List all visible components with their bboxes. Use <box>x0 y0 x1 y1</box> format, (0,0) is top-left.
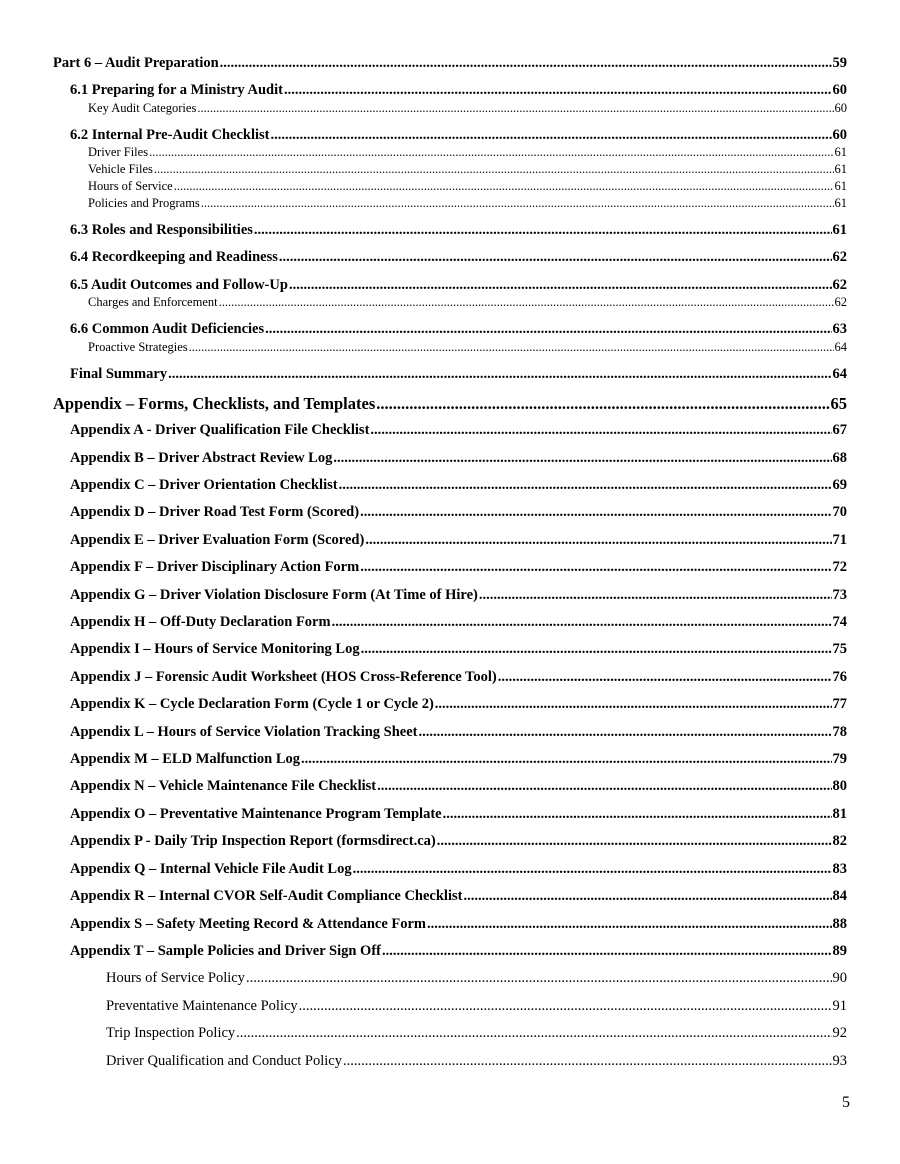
toc-entry-page: 61 <box>832 222 847 238</box>
toc-entry[interactable] <box>88 162 847 177</box>
toc-entry[interactable] <box>70 277 847 294</box>
toc-entry-title: Final Summary <box>70 366 168 382</box>
page-number: 5 <box>842 1094 850 1111</box>
toc-entry[interactable] <box>106 1053 847 1070</box>
toc-entry[interactable] <box>88 145 847 160</box>
toc-entry-title: Appendix M – ELD Malfunction Log <box>70 751 301 767</box>
toc-entry-page: 90 <box>832 970 847 986</box>
toc-entry-title: Policies and Programs <box>88 196 200 210</box>
toc-entry[interactable] <box>70 450 847 467</box>
toc-entry-page: 93 <box>832 1053 847 1069</box>
toc-entry-page: 61 <box>834 179 847 193</box>
toc-entry[interactable] <box>70 532 847 549</box>
toc-entry-page: 92 <box>832 1025 847 1041</box>
toc-entry-page: 83 <box>832 861 847 877</box>
toc-dot-leader <box>265 321 831 338</box>
toc-dot-leader <box>365 532 831 549</box>
toc-entry[interactable] <box>70 943 847 960</box>
toc-dot-leader <box>370 422 831 439</box>
toc-entry[interactable] <box>53 55 847 72</box>
toc-entry[interactable] <box>70 806 847 823</box>
toc-entry-page: 89 <box>832 943 847 959</box>
toc-entry-title: Appendix E – Driver Evaluation Form (Scored) <box>70 532 365 548</box>
toc-entry-page: 60 <box>832 127 847 143</box>
toc-entry[interactable] <box>106 1025 847 1042</box>
toc-entry-page: 76 <box>832 669 847 685</box>
toc-dot-leader <box>197 101 833 116</box>
toc-entry-page: 73 <box>832 587 847 603</box>
toc-entry-page: 70 <box>832 504 847 520</box>
toc-entry[interactable] <box>88 196 847 211</box>
toc-dot-leader <box>220 55 832 72</box>
toc-dot-leader <box>246 970 832 987</box>
toc-entry[interactable] <box>70 222 847 239</box>
toc-dot-leader <box>437 833 832 850</box>
toc-entry-page: 78 <box>832 724 847 740</box>
toc-entry-title: Appendix – Forms, Checklists, and Templates <box>53 394 376 413</box>
toc-entry[interactable] <box>70 559 847 576</box>
toc-dot-leader <box>360 504 831 521</box>
toc-entry[interactable] <box>70 751 847 768</box>
toc-entry-title: 6.5 Audit Outcomes and Follow-Up <box>70 277 288 293</box>
toc-dot-leader <box>498 669 832 686</box>
toc-entry-page: 68 <box>832 450 847 466</box>
toc-entry[interactable] <box>88 101 847 116</box>
toc-dot-leader <box>419 724 832 741</box>
toc-entry-title: Appendix S – Safety Meeting Record & Attendance Form <box>70 916 427 932</box>
toc-entry-page: 75 <box>832 641 847 657</box>
toc-entry[interactable] <box>70 778 847 795</box>
toc-dot-leader <box>154 162 834 177</box>
toc-entry-title: 6.3 Roles and Responsibilities <box>70 222 253 238</box>
toc-entry-title: Charges and Enforcement <box>88 295 218 309</box>
toc-dot-leader <box>201 196 834 211</box>
toc-entry-page: 65 <box>830 394 847 413</box>
toc-entry-title: Appendix O – Preventative Maintenance Program Template <box>70 806 442 822</box>
toc-entry[interactable] <box>70 861 847 878</box>
toc-entry-page: 81 <box>832 806 847 822</box>
toc-dot-leader <box>360 559 831 576</box>
toc-entry-page: 63 <box>832 321 847 337</box>
toc-entry-page: 64 <box>832 366 847 382</box>
toc-dot-leader <box>427 916 831 933</box>
toc-entry-page: 60 <box>832 82 847 98</box>
toc-dot-leader <box>382 943 832 960</box>
toc-entry[interactable] <box>70 614 847 631</box>
toc-entry[interactable] <box>70 504 847 521</box>
toc-dot-leader <box>174 179 834 194</box>
toc-entry-title: Appendix G – Driver Violation Disclosure Form (At Time of Hire) <box>70 587 478 603</box>
toc-entry-page: 61 <box>834 145 847 159</box>
toc-entry-title: Appendix H – Off-Duty Declaration Form <box>70 614 331 630</box>
toc-entry-page: 88 <box>832 916 847 932</box>
toc-entry[interactable] <box>70 477 847 494</box>
toc-entry-page: 72 <box>832 559 847 575</box>
toc-dot-leader <box>361 641 832 658</box>
toc-entry-title: Appendix R – Internal CVOR Self-Audit Compliance Checklist <box>70 888 463 904</box>
toc-entry[interactable] <box>70 696 847 713</box>
toc-entry[interactable] <box>70 888 847 905</box>
toc-dot-leader <box>189 340 834 355</box>
toc-entry-title: Appendix B – Driver Abstract Review Log <box>70 450 333 466</box>
toc-entry-page: 80 <box>832 778 847 794</box>
toc-entry-page: 62 <box>834 295 847 309</box>
toc-entry[interactable] <box>53 394 847 414</box>
toc-dot-leader <box>463 888 831 905</box>
toc-entry[interactable] <box>70 422 847 439</box>
toc-entry[interactable] <box>106 970 847 987</box>
toc-entry[interactable] <box>70 587 847 604</box>
toc-entry-page: 61 <box>834 162 847 176</box>
toc-entry-title: 6.6 Common Audit Deficiencies <box>70 321 265 337</box>
toc-entry-title: Preventative Maintenance Policy <box>106 998 298 1014</box>
toc-dot-leader <box>332 614 832 631</box>
toc-entry-page: 84 <box>832 888 847 904</box>
toc-entry-page: 77 <box>832 696 847 712</box>
toc-entry-title: 6.4 Recordkeeping and Readiness <box>70 249 278 265</box>
toc-entry[interactable] <box>70 833 847 850</box>
toc-entry-title: Vehicle Files <box>88 162 153 176</box>
toc-entry[interactable] <box>106 998 847 1015</box>
toc-entry-page: 64 <box>834 340 847 354</box>
toc-entry-page: 67 <box>832 422 847 438</box>
toc-entry-title: Appendix P - Daily Trip Inspection Report (formsdirect.ca) <box>70 833 436 849</box>
toc-dot-leader <box>479 587 832 604</box>
toc-entry[interactable] <box>88 179 847 194</box>
toc-entry-title: Appendix Q – Internal Vehicle File Audit Log <box>70 861 352 877</box>
toc-entry-title: Appendix F – Driver Disciplinary Action Form <box>70 559 360 575</box>
toc-entry-title: Driver Qualification and Conduct Policy <box>106 1053 342 1069</box>
toc-entry[interactable] <box>70 366 847 383</box>
toc-entry[interactable] <box>88 295 847 310</box>
toc-entry-title: Appendix D – Driver Road Test Form (Scored) <box>70 504 360 520</box>
toc-dot-leader <box>343 1053 832 1070</box>
toc-entry[interactable] <box>70 321 847 338</box>
toc-entry-title: Appendix K – Cycle Declaration Form (Cycle 1 or Cycle 2) <box>70 696 434 712</box>
toc-entry-page: 69 <box>832 477 847 493</box>
toc-entry-title: Appendix A - Driver Qualification File Checklist <box>70 422 370 438</box>
toc-dot-leader <box>377 778 831 795</box>
toc-entry-title: Appendix L – Hours of Service Violation Tracking Sheet <box>70 724 418 740</box>
toc-dot-leader <box>168 366 831 383</box>
toc-dot-leader <box>284 82 832 99</box>
toc-dot-leader <box>299 998 832 1015</box>
toc-dot-leader <box>149 145 833 160</box>
toc-entry[interactable] <box>70 724 847 741</box>
toc-entry-title: 6.2 Internal Pre-Audit Checklist <box>70 127 270 143</box>
toc-entry-title: Hours of Service Policy <box>106 970 245 986</box>
toc-entry[interactable] <box>70 641 847 658</box>
toc-dot-leader <box>236 1025 831 1042</box>
toc-entry-title: Hours of Service <box>88 179 173 193</box>
toc-dot-leader <box>271 127 832 144</box>
toc-dot-leader <box>376 394 829 414</box>
toc-entry-title: Appendix N – Vehicle Maintenance File Checklist <box>70 778 377 794</box>
toc-dot-leader <box>279 249 832 266</box>
toc-dot-leader <box>339 477 832 494</box>
toc-entry[interactable] <box>70 127 847 144</box>
toc-dot-leader <box>333 450 831 467</box>
toc-entry-page: 71 <box>832 532 847 548</box>
toc-entry-title: Appendix T – Sample Policies and Driver Sign Off <box>70 943 381 959</box>
toc-dot-leader <box>435 696 832 713</box>
toc-entry[interactable] <box>70 82 847 99</box>
toc-entry-title: Appendix J – Forensic Audit Worksheet (HOS Cross-Reference Tool) <box>70 669 497 685</box>
toc-entry-title: Part 6 – Audit Preparation <box>53 55 219 71</box>
toc-entry-page: 62 <box>832 277 847 293</box>
toc-entry-title: Driver Files <box>88 145 149 159</box>
toc-dot-leader <box>219 295 834 310</box>
toc-entry-page: 79 <box>832 751 847 767</box>
toc-entry-title: Appendix I – Hours of Service Monitoring Log <box>70 641 360 657</box>
toc-dot-leader <box>301 751 831 768</box>
toc-entry[interactable] <box>70 916 847 933</box>
toc-entry-page: 74 <box>832 614 847 630</box>
toc-entry-page: 82 <box>832 833 847 849</box>
toc-dot-leader <box>443 806 832 823</box>
toc-entry-page: 61 <box>834 196 847 210</box>
toc-dot-leader <box>353 861 832 878</box>
toc-dot-leader <box>254 222 832 239</box>
toc-entry-title: Trip Inspection Policy <box>106 1025 236 1041</box>
toc-entry-title: Proactive Strategies <box>88 340 188 354</box>
toc-entry-page: 60 <box>834 101 847 115</box>
toc-dot-leader <box>289 277 832 294</box>
toc-entry[interactable] <box>70 249 847 266</box>
toc-entry-title: Key Audit Categories <box>88 101 197 115</box>
toc-entry-page: 62 <box>832 249 847 265</box>
toc-entry-page: 59 <box>832 55 847 71</box>
toc-entry[interactable] <box>88 340 847 355</box>
toc-entry[interactable] <box>70 669 847 686</box>
toc-entry-title: 6.1 Preparing for a Ministry Audit <box>70 82 283 98</box>
toc-entry-page: 91 <box>832 998 847 1014</box>
toc-entry-title: Appendix C – Driver Orientation Checklist <box>70 477 338 493</box>
